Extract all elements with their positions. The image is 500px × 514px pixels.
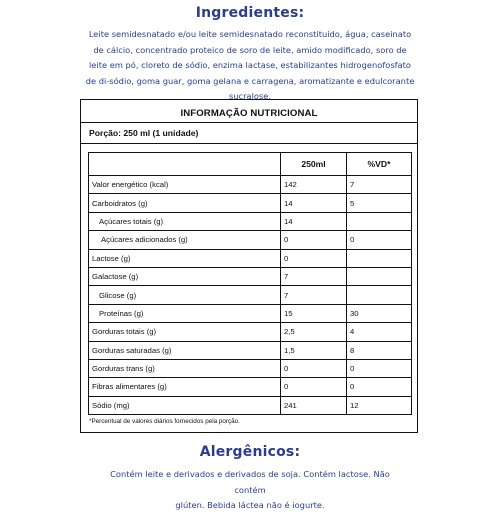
daily-value-cell: [347, 249, 412, 267]
amount-cell: 142: [281, 176, 347, 194]
table-row: [89, 304, 412, 322]
nutrient-label: Carboidratos (g): [89, 194, 281, 212]
footnote: *Percentual de valores diários fornecidos pela porção.: [89, 418, 240, 425]
table-row: [89, 231, 412, 249]
daily-value-cell: 0: [347, 231, 412, 249]
amount-cell: 0: [281, 249, 347, 267]
daily-value-cell: 5: [347, 194, 412, 212]
allergens-text: [100, 467, 400, 514]
nutrient-label: Lactose (g): [89, 249, 281, 267]
daily-value-cell: 30: [347, 304, 412, 322]
daily-value-cell: 8: [347, 341, 412, 359]
allergens-line: Contém leite e derivados e derivados de soja. Contém lactose. Não contém: [110, 469, 390, 495]
nutrient-label: Sódio (mg): [89, 396, 281, 414]
nutrient-label: Valor energético (kcal): [89, 176, 281, 194]
nutrition-facts-panel: [80, 99, 418, 433]
table-row: [89, 194, 412, 212]
ingredients-line: de di-sódio, goma guar, goma gelana e carragena, aromatizante e edulcorante: [85, 75, 415, 86]
nutrient-label: Proteínas (g): [89, 304, 281, 322]
amount-cell: 0: [281, 359, 347, 377]
nutrition-table: [88, 152, 411, 409]
amount-cell: 1,5: [281, 341, 347, 359]
amount-cell: 15: [281, 304, 347, 322]
nutrient-label: Gorduras totais (g): [89, 323, 281, 341]
table-row: [89, 323, 412, 341]
ingredients-line: Leite semidesnatado e/ou leite semidesnatado reconstituído, água, caseinato: [88, 29, 412, 39]
nutrient-label: Gorduras saturadas (g): [89, 341, 281, 359]
ingredients-text: [75, 27, 425, 105]
column-header-daily-value: %VD*: [347, 153, 412, 176]
nutrient-label: Fibras alimentares (g): [89, 378, 281, 396]
table-row: [89, 359, 412, 377]
portion-size: Porção: 250 ml (1 unidade): [89, 128, 199, 138]
ingredients-title: Ingredientes:: [195, 5, 305, 21]
daily-value-cell: [347, 267, 412, 285]
nutrient-label: Galactose (g): [89, 267, 281, 285]
amount-cell: 14: [281, 194, 347, 212]
column-header-nutrient: [89, 153, 281, 176]
table-row: [89, 341, 412, 359]
table-row: [89, 286, 412, 304]
amount-cell: 14: [281, 212, 347, 230]
nutrient-label: Glicose (g): [89, 286, 281, 304]
table-row: [89, 267, 412, 285]
daily-value-cell: 0: [347, 378, 412, 396]
allergens-line: glúten. Bebida láctea não é iogurte.: [175, 500, 325, 511]
daily-value-cell: 4: [347, 323, 412, 341]
table-row: [89, 212, 412, 230]
daily-value-cell: 12: [347, 396, 412, 414]
daily-value-cell: [347, 212, 412, 230]
amount-cell: 7: [281, 267, 347, 285]
nutrient-label: Açúcares adicionados (g): [89, 231, 281, 249]
divider: [81, 122, 417, 123]
ingredients-line: leite em pó, cloreto de sódio, enzima lactase, estabilizantes hidrogenofosfato: [89, 60, 411, 71]
daily-value-cell: [347, 286, 412, 304]
nutrient-label: Gorduras trans (g): [89, 359, 281, 377]
divider: [81, 143, 417, 144]
amount-cell: 0: [281, 231, 347, 249]
nutrient-label: Açúcares totais (g): [89, 212, 281, 230]
ingredients-line: de cálcio, concentrado proteico de soro de leite, amido modificado, soro de: [93, 44, 407, 55]
table-row: [89, 396, 412, 414]
nutrition-title: INFORMAÇÃO NUTRICIONAL: [180, 108, 318, 119]
daily-value-cell: 0: [347, 359, 412, 377]
allergens-title: Alergênicos:: [199, 444, 301, 460]
daily-value-cell: 7: [347, 176, 412, 194]
amount-cell: 0: [281, 378, 347, 396]
table-header-row: [89, 153, 412, 176]
table-row: [89, 378, 412, 396]
amount-cell: 2,5: [281, 323, 347, 341]
amount-cell: 241: [281, 396, 347, 414]
table-row: [89, 249, 412, 267]
amount-cell: 7: [281, 286, 347, 304]
ingredients-line: sucralose.: [228, 91, 272, 102]
table-row: [89, 176, 412, 194]
column-header-amount: 250ml: [281, 153, 347, 176]
